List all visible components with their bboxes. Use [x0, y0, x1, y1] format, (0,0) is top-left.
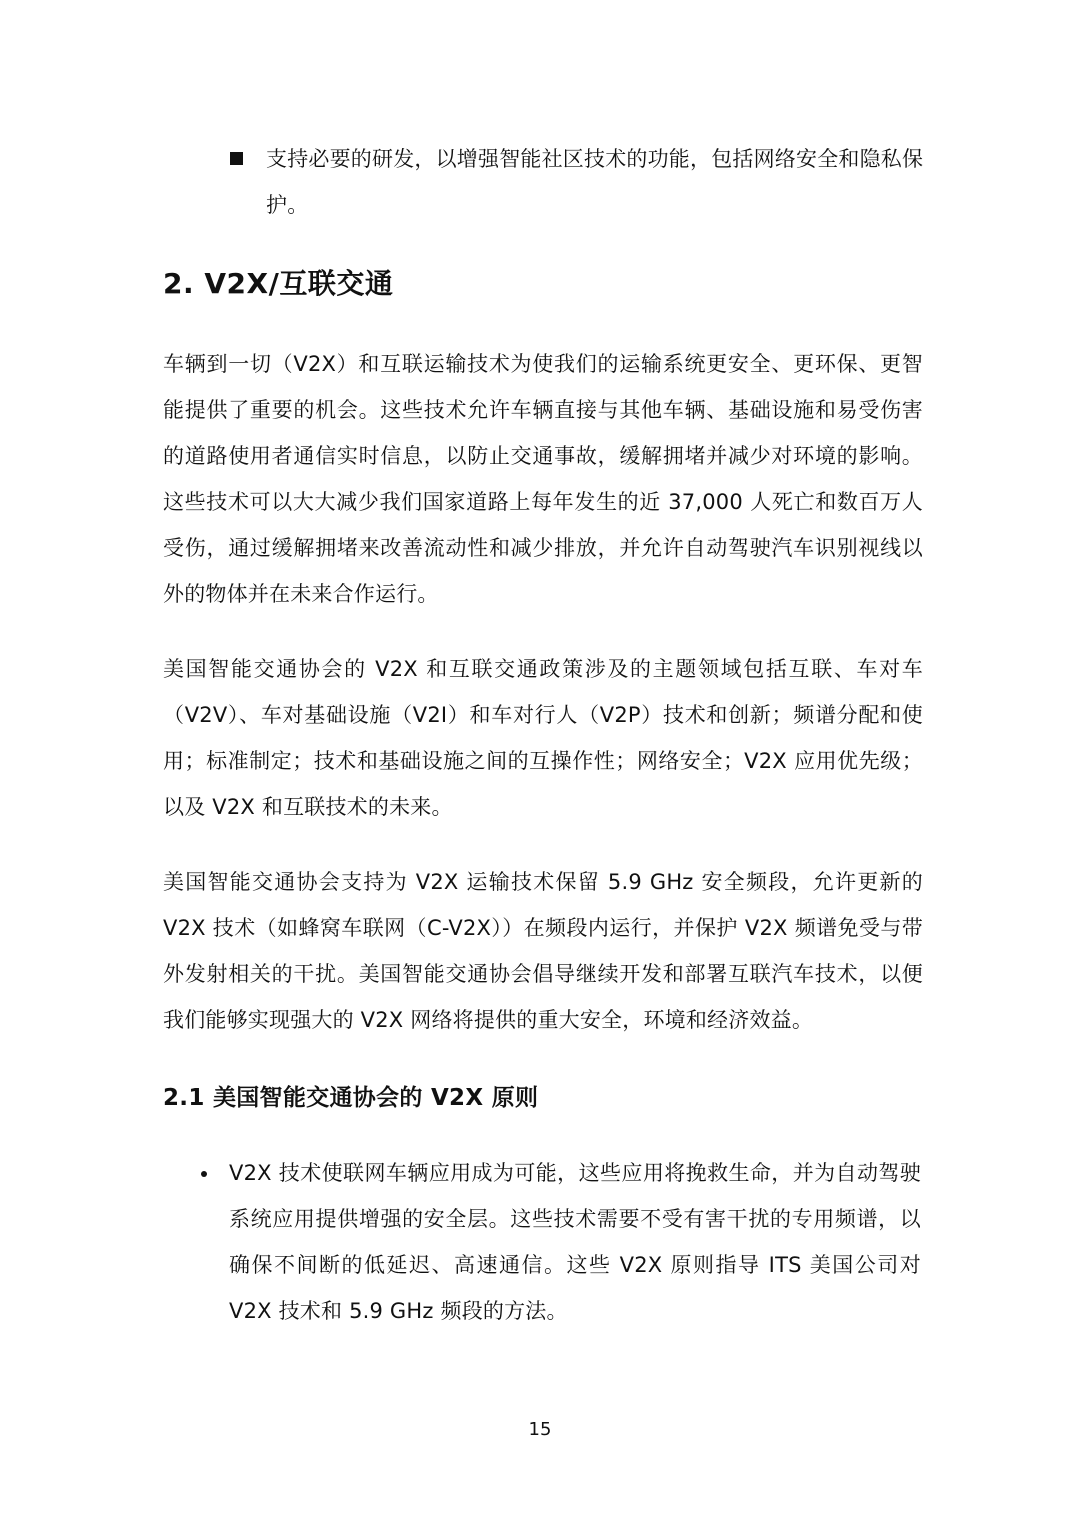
subsection-heading: 2.1 美国智能交通协会的 V2X 原则 [163, 1085, 539, 1111]
paragraph: 车辆到一切（V2X）和互联运输技术为使我们的运输系统更安全、更环保、更智能提供了重要的机会。这些技术允许车辆直接与其他车辆、基础设施和易受伤害的道路使用者通信实时信息，以防止交通事故，缓解拥堵并减少对环境的影响。这些技术可以大大减少我们国家道路上每年发生的近 37,000 人死亡和数百万人受伤，通过缓解拥堵来改善流动性和减少排放，并允许自动驾驶汽车识别视线以外的物体并在未来合作运行。 [163, 352, 923, 606]
list-item-text: 支持必要的研发，以增强智能社区技术的功能，包括网络安全和隐私保护。 [266, 147, 924, 217]
dot-bullet-icon [201, 1171, 207, 1177]
square-bullet-icon [230, 152, 243, 165]
paragraph: 美国智能交通协会支持为 V2X 运输技术保留 5.9 GHz 安全频段，允许更新的 V2X 技术（如蜂窝车联网（C-V2X））在频段内运行，并保护 V2X 频谱免受与带外发射相关的干扰。美国智能交通协会倡导继续开发和部署互联汽车技术，以便我们能够实现强大的 V2X 网络将提供的重大安全，环境和经济效益。 [163, 870, 923, 1032]
page-number: 15 [528, 1419, 552, 1440]
paragraph: 美国智能交通协会的 V2X 和互联交通政策涉及的主题领域包括互联、车对车（V2V）、车对基础设施（V2I）和车对行人（V2P）技术和创新；频谱分配和使用；标准制定；技术和基础设施之间的互操作性；网络安全；V2X 应用优先级；以及 V2X 和互联技术的未来。 [163, 657, 923, 819]
section-heading: 2. V2X/互联交通 [163, 267, 394, 300]
list-item-text: V2X 技术使联网车辆应用成为可能，这些应用将挽救生命，并为自动驾驶系统应用提供增强的安全层。这些技术需要不受有害干扰的专用频谱，以确保不间断的低延迟、高速通信。这些 V2X 原则指导 ITS 美国公司对 V2X 技术和 5.9 GHz 频段的方法。 [229, 1161, 921, 1323]
